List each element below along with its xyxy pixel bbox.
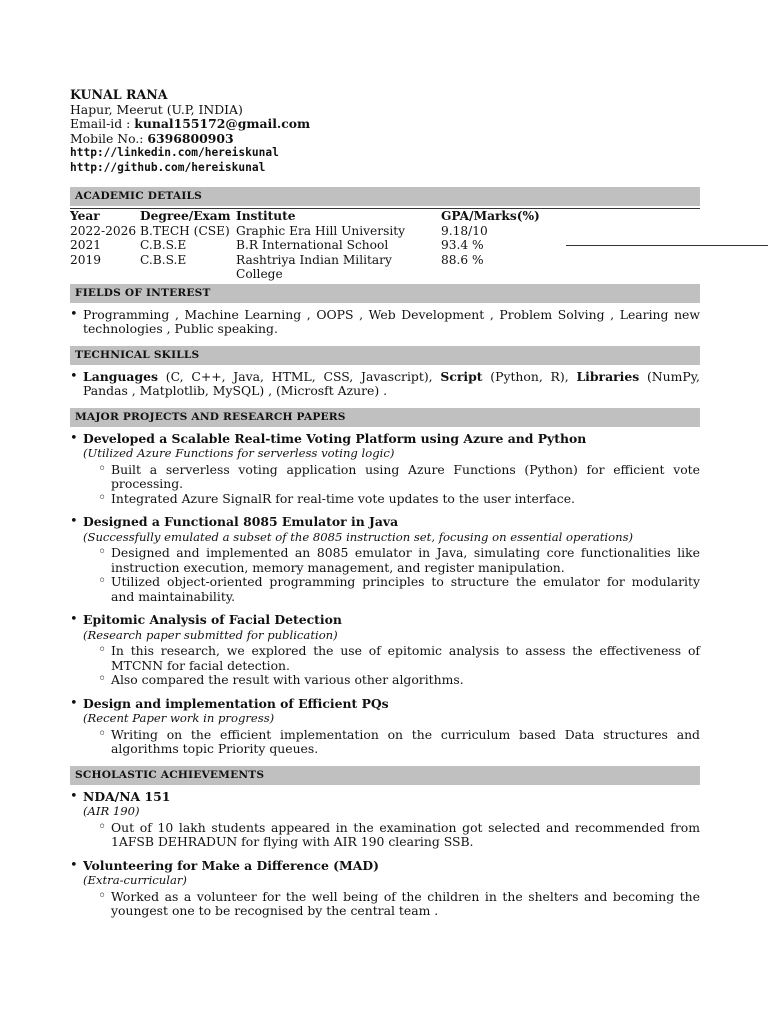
projects-list	[70, 432, 700, 757]
project-item	[70, 515, 700, 604]
academic-table	[70, 209, 561, 282]
academic-section-title: ACADEMIC DETAILS	[70, 187, 700, 206]
achievement-item	[70, 859, 700, 919]
address: Hapur, Meerut (U.P, INDIA)	[70, 101, 243, 117]
list-item: • Programming , Machine Learning , OOPS , Web Development , Problem Solving , Learing new technologies , Public speaking.	[70, 308, 700, 337]
project-subtitle: (Research paper submitted for publication)	[83, 627, 338, 642]
list-item: ◦ Utilized object-oriented programming principles to structure the emulator for modularity and maintainability.	[98, 575, 700, 604]
list-item: ◦ Writing on the efficient implementation on the curriculum based Data structures and algorithms topic Priority queues.	[98, 728, 700, 757]
skills-section-title: TECHNICAL SKILLS	[70, 346, 700, 365]
table-row	[70, 238, 561, 253]
header	[70, 88, 700, 175]
list-item: ◦ In this research, we explored the use of epitomic analysis to assess the effectiveness of MTCNN for facial detection.	[98, 644, 700, 673]
libraries-label: Libraries	[576, 368, 640, 384]
project-item	[70, 613, 700, 688]
achievement-points	[83, 890, 700, 919]
candidate-name: KUNAL RANA	[70, 87, 168, 102]
project-title: • Epitomic Analysis of Facial Detection	[83, 612, 342, 628]
project-subtitle: (Utilized Azure Functions for serverless voting logic)	[83, 446, 395, 461]
linkedin-link[interactable]: http://linkedin.com/hereiskunal	[70, 146, 279, 159]
column-header: Degree/Exam	[140, 209, 231, 223]
achievement-title: • NDA/NA 151	[83, 788, 171, 804]
list-item: ◦ Integrated Azure SignalR for real-time vote updates to the user interface.	[98, 492, 700, 507]
project-points	[83, 644, 700, 688]
list-item: ◦ Worked as a volunteer for the well being of the children in the shelters and becoming the youngest one to be recognised by the central team .	[98, 890, 700, 919]
table-cell: Graphic Era Hill University	[236, 223, 406, 238]
project-points	[83, 463, 700, 507]
column-header: Year	[70, 209, 100, 223]
table-cell: 9.18/10	[441, 223, 488, 238]
list-item	[70, 370, 700, 399]
list-item: ◦ Built a serverless voting application using Azure Functions (Python) for efficient vote processing.	[98, 463, 700, 492]
interests-section-title: FIELDS OF INTEREST	[70, 284, 700, 303]
divider	[566, 245, 768, 246]
table-cell: 2022-2026	[70, 223, 137, 238]
project-title: • Design and implementation of Efficient PQs	[83, 695, 389, 711]
table-cell: C.B.S.E	[140, 252, 187, 267]
achievement-subtitle: (AIR 190)	[83, 804, 140, 819]
project-item	[70, 432, 700, 507]
achievement-subtitle: (Extra-curricular)	[83, 873, 187, 888]
table-cell: 2021	[70, 238, 102, 253]
libraries-text: (NumPy, Pandas , Matplotlib, MySQL) , (Microsft Azure) .	[83, 368, 700, 399]
table-cell: 2019	[70, 252, 102, 267]
project-subtitle: (Successfully emulated a subset of the 8085 instruction set, focusing on essential operations)	[83, 529, 634, 544]
table-cell: C.B.S.E	[140, 238, 187, 253]
email-link[interactable]: kunal155172@gmail.com	[134, 116, 311, 131]
table-cell: B.R International School	[236, 238, 389, 253]
achievements-section-title: SCHOLASTIC ACHIEVEMENTS	[70, 766, 700, 785]
languages-text: (C, C++, Java, HTML, CSS, Javascript),	[157, 368, 441, 384]
github-link[interactable]: http://github.com/hereiskunal	[70, 160, 266, 174]
resume-page	[70, 88, 700, 928]
column-header: GPA/Marks(%)	[441, 209, 540, 223]
table-cell: Rashtriya Indian Military College	[236, 252, 392, 282]
table-cell: 93.4 %	[441, 238, 484, 253]
mobile-line	[70, 132, 700, 147]
table-cell: B.TECH (CSE)	[140, 223, 230, 238]
project-title: • Designed a Functional 8085 Emulator in Java	[83, 514, 399, 530]
table-cell: 88.6 %	[441, 252, 484, 267]
table-row	[70, 224, 561, 239]
mobile-number: 6396800903	[147, 130, 234, 146]
projects-section-title: MAJOR PROJECTS AND RESEARCH PAPERS	[70, 408, 700, 427]
achievement-title: • Volunteering for Make a Difference (MAD)	[83, 857, 379, 873]
skills-list	[70, 370, 700, 399]
list-item: ◦ Also compared the result with various other algorithms.	[98, 673, 700, 688]
languages-label: Languages	[83, 368, 158, 384]
table-row	[70, 253, 561, 282]
project-item	[70, 697, 700, 757]
column-header: Institute	[236, 209, 296, 223]
achievement-points	[83, 821, 700, 850]
email-label: Email-id :	[70, 116, 135, 131]
script-label: Script	[440, 368, 483, 384]
academic-table-header	[70, 209, 561, 224]
project-subtitle: (Recent Paper work in progress)	[83, 711, 275, 726]
mobile-label: Mobile No.:	[70, 130, 148, 146]
achievements-list	[70, 790, 700, 919]
achievement-item	[70, 790, 700, 850]
script-text: (Python, R),	[482, 368, 577, 384]
project-points	[83, 546, 700, 604]
project-title: • Developed a Scalable Real-time Voting Platform using Azure and Python	[83, 430, 587, 446]
list-item: ◦ Out of 10 lakh students appeared in the examination got selected and recommended from 1AFSB DEHRADUN for flying with AIR 190 clearing SSB.	[98, 821, 700, 850]
list-item: ◦ Designed and implemented an 8085 emulator in Java, simulating core functionalities like instruction execution, memory management, and register manipulation.	[98, 546, 700, 575]
email-line	[70, 117, 700, 132]
interests-list	[70, 308, 700, 337]
project-points	[83, 728, 700, 757]
